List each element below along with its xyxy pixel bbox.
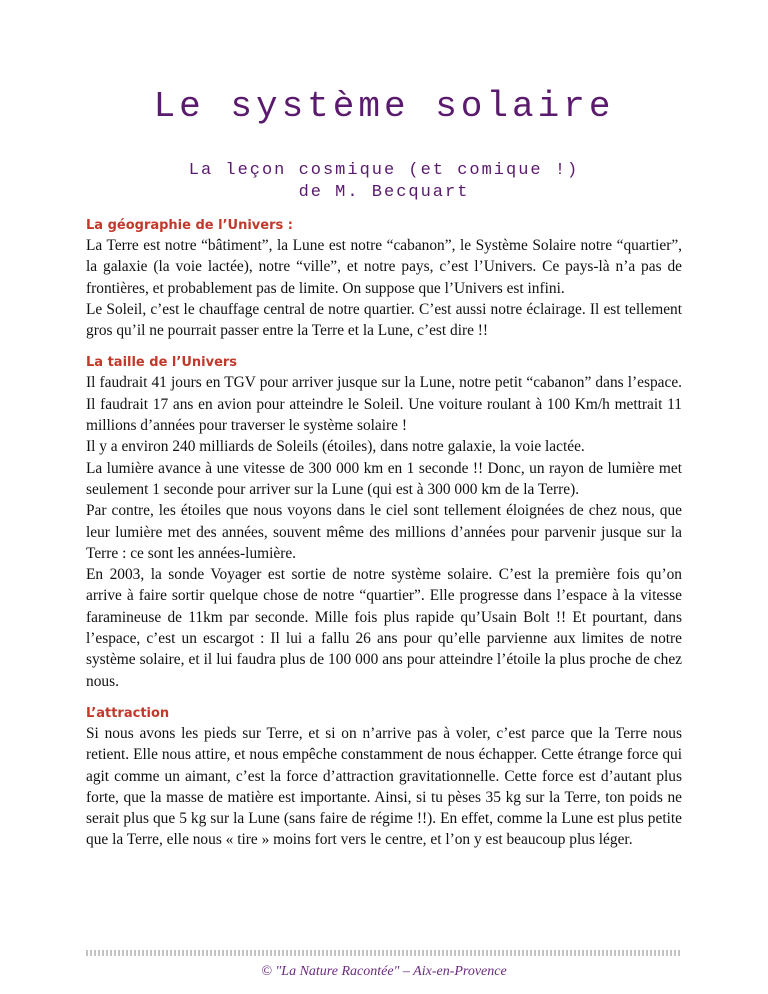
paragraph: La Terre est notre “bâtiment”, la Lune est notre “cabanon”, le Système Solaire notre “quartier”, la galaxie (la voie lactée), notre “ville”, et notre pays, c’est l’Univers. Ce pays-là n’a pas de frontières, et probablement pas de limite. On suppose que l’Univers est infini. [86, 237, 682, 297]
page-title: Le système solaire [153, 86, 615, 127]
main-content [86, 218, 682, 865]
footer-credit: © "La Nature Racontée" – Aix-en-Provence [261, 964, 507, 979]
page-subtitle [0, 160, 768, 204]
paragraph: En 2003, la sonde Voyager est sortie de notre système solaire. C’est la première fois qu’on arrive à faire sortir quelque chose de notre “quartier”. Elle progresse dans l’espace à la vitesse faramineuse de 11km par seconde. Mille fois plus rapide qu’Usain Bolt !! Et pourtant, dans l’espace, c’est un escargot : Il lui a fallu 26 ans pour qu’elle parvienne aux limites de notre système solaire, et il lui faudra plus de 100 000 ans pour atteindre l’étoile la plus proche de chez nous. [86, 566, 682, 690]
paragraph: Le Soleil, c’est le chauffage central de notre quartier. C’est aussi notre éclairage. Il est tellement gros qu’il ne pourrait passer entre la Terre et la Lune, c’est dire !! [86, 300, 682, 340]
paragraph: La lumière avance à une vitesse de 300 000 km en 1 seconde !! Donc, un rayon de lumière met seulement 1 seconde pour arriver sur la Lune (qui est à 300 000 km de la Terre). [86, 459, 682, 498]
paragraph: Si nous avons les pieds sur Terre, et si on n’arrive pas à voler, c’est parce que la Terre nous retient. Elle nous attire, et nous empêche constamment de nous échapper. Cette étrange force qui agit comme un aimant, c’est la force d’attraction gravitationnelle. Cette force est d’autant plus forte, que la masse de matière est importante. Ainsi, si tu pèses 35 kg sur la Terre, ton poids ne serait plus que 5 kg sur la Lune (sans faire de régime !!). En effet, comme la Lune est plus petite que la Terre, elle nous « tire » moins fort vers le centre, et l’on y est beaucoup plus léger. [86, 724, 682, 849]
section-taille [86, 355, 682, 691]
subtitle-line-2: de M. Becquart [298, 183, 470, 202]
paragraph: Il faudrait 41 jours en TGV pour arriver jusque sur la Lune, notre petit “cabanon” dans l’espace. Il faudrait 17 ans en avion pour atteindre le Soleil. Une voiture roulant à 100 Km/h mettrait 11 millions d’années pour traverser le système solaire ! [86, 374, 682, 435]
subtitle-line-1: La leçon cosmique (et comique !) [188, 161, 580, 180]
section-attraction [86, 706, 682, 851]
section-title: L’attraction [86, 705, 170, 721]
section-geographie [86, 218, 682, 341]
section-title: La géographie de l’Univers : [86, 218, 293, 233]
paragraph: Par contre, les étoiles que nous voyons dans le ciel sont tellement éloignées de chez nous, que leur lumière met des années, souvent même des millions d’années pour parvenir jusque sur la Terre : ce sont les années-lumière. [86, 502, 682, 562]
footer-divider [86, 950, 682, 956]
section-title: La taille de l’Univers [86, 355, 238, 371]
paragraph: Il y a environ 240 milliards de Soleils (étoiles), dans notre galaxie, la voie lactée. [86, 438, 585, 456]
